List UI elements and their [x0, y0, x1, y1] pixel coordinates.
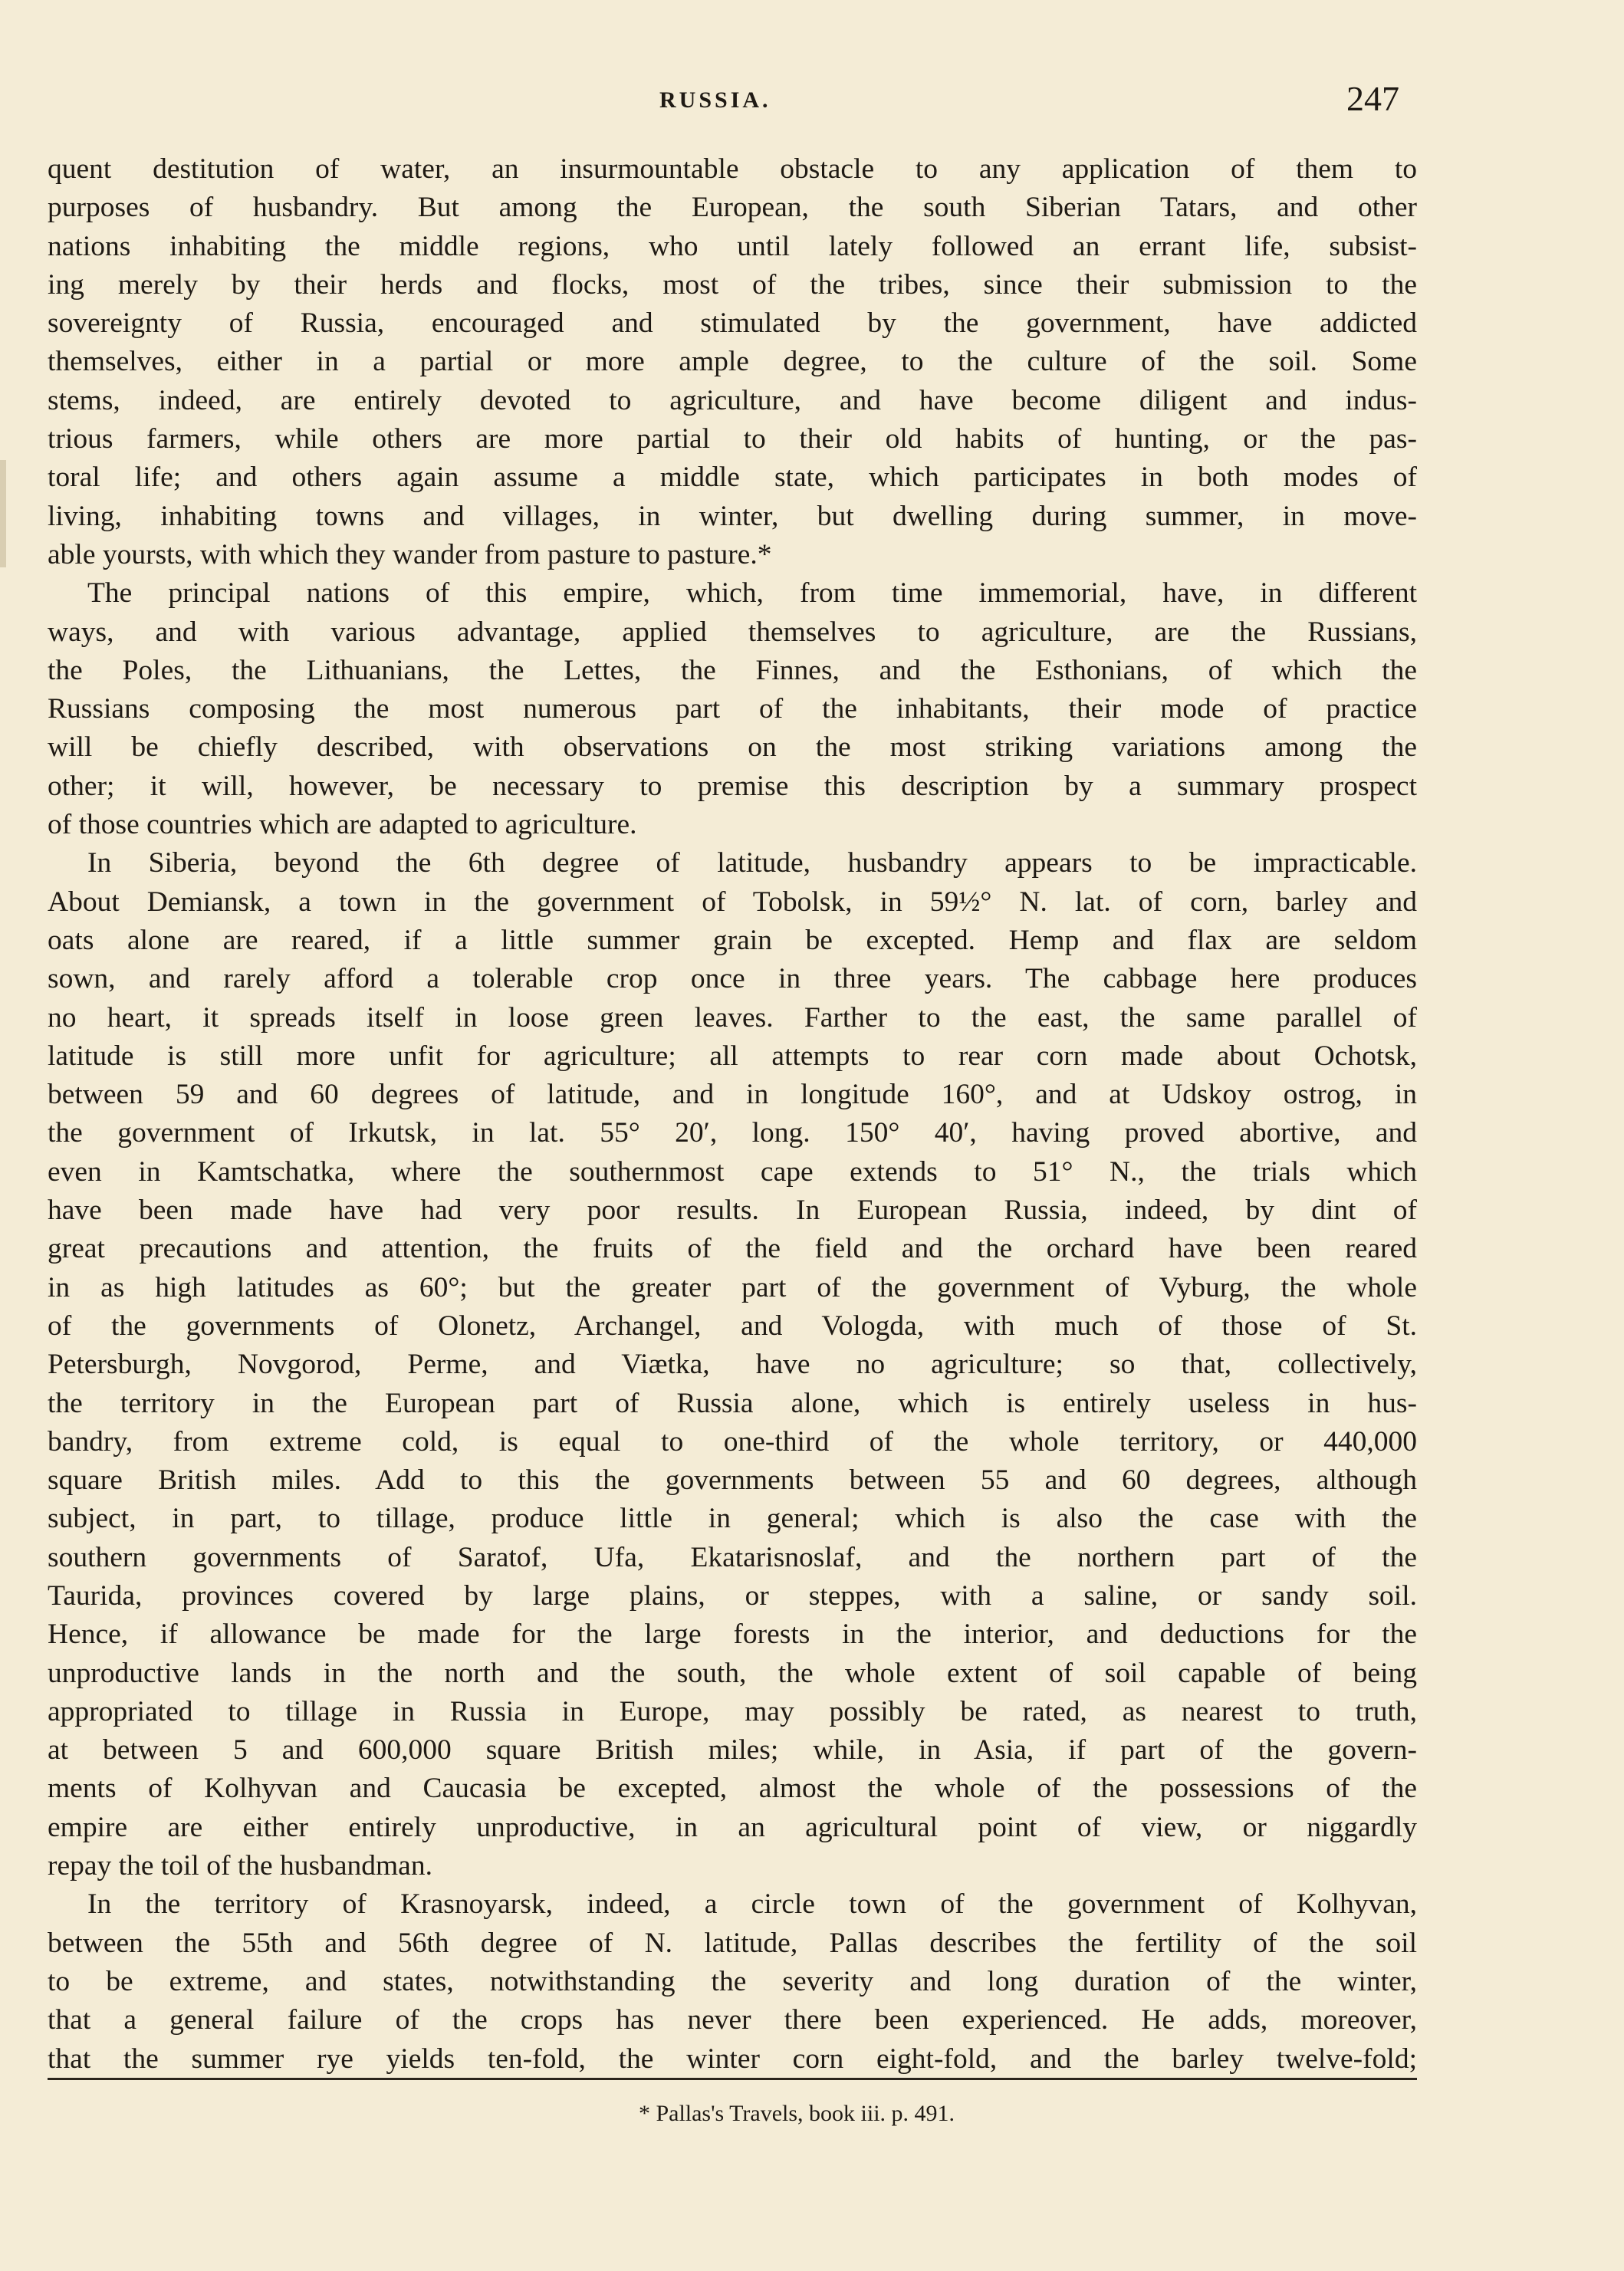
text-line: Russians composing the most numerous part of the inhabitants, their mode of practice: [48, 693, 1417, 725]
text-line: that the summer rye yields ten-fold, the winter corn eight-fold, and the barley twelve-fold;: [48, 2043, 1417, 2075]
text-line: of those countries which are adapted to agriculture.: [48, 809, 637, 841]
footnote: [0, 2101, 1624, 2127]
text-line: nations inhabiting the middle regions, who until lately followed an errant life, subsist-: [48, 230, 1417, 262]
text-line: that a general failure of the crops has never there been experienced. He adds, moreover,: [48, 2004, 1417, 2036]
text-line: subject, in part, to tillage, produce little in general; which is also the case with the: [48, 1503, 1417, 1535]
text-line: trious farmers, while others are more partial to their old habits of hunting, or the pas-: [48, 423, 1417, 455]
text-line: living, inhabiting towns and villages, in winter, but dwelling during summer, in move-: [48, 500, 1417, 532]
text-line: purposes of husbandry. But among the European, the south Siberian Tatars, and other: [48, 192, 1417, 224]
text-line: between 59 and 60 degrees of latitude, and in longitude 160°, and at Udskoy ostrog, in: [48, 1079, 1417, 1111]
text-line: stems, indeed, are entirely devoted to agriculture, and have become diligent and indus-: [48, 384, 1417, 416]
text-line: Taurida, provinces covered by large plains, or steppes, with a saline, or sandy soil.: [48, 1579, 1417, 1612]
body-text: [48, 150, 1417, 2079]
text-line: Hence, if allowance be made for the large forests in the interior, and deductions for the: [48, 1619, 1417, 1651]
text-line: will be chiefly described, with observations on the most striking variations among the: [48, 731, 1417, 764]
text-line: In the territory of Krasnoyarsk, indeed, a circle town of the government of Kolhyvan,: [87, 1888, 1417, 1921]
text-line: themselves, either in a partial or more ample degree, to the culture of the soil. Some: [48, 346, 1417, 378]
text-line: great precautions and attention, the fruits of the field and the orchard have been reared: [48, 1233, 1417, 1265]
text-line: able yoursts, with which they wander from pasture to pasture.*: [48, 538, 772, 570]
text-line: other; it will, however, be necessary to premise this description by a summary prospect: [48, 770, 1417, 802]
text-line: between the 55th and 56th degree of N. latitude, Pallas describes the fertility of the soil: [48, 1927, 1417, 1959]
text-line: bandry, from extreme cold, is equal to one-third of the whole territory, or 440,000: [48, 1425, 1417, 1458]
text-line: appropriated to tillage in Russia in Europe, may possibly be rated, as nearest to truth,: [48, 1695, 1417, 1727]
text-line: The principal nations of this empire, which, from time immemorial, have, in different: [87, 577, 1417, 610]
text-line: at between 5 and 600,000 square British miles; while, in Asia, if part of the govern-: [48, 1734, 1417, 1767]
text-line: to be extreme, and states, notwithstanding the severity and long duration of the winter,: [48, 1965, 1417, 1997]
text-line: empire are either entirely unproductive, in an agricultural point of view, or niggardly: [48, 1811, 1417, 1843]
text-line: in as high latitudes as 60°; but the greater part of the government of Vyburg, the whole: [48, 1271, 1417, 1303]
text-line: sown, and rarely afford a tolerable crop once in three years. The cabbage here produces: [48, 963, 1417, 995]
running-head-title: RUSSIA.: [659, 87, 771, 113]
text-line: ing merely by their herds and flocks, most of the tribes, since their submission to the: [48, 268, 1417, 301]
text-line: repay the toil of the husbandman.: [48, 1850, 432, 1882]
text-line: latitude is still more unfit for agriculture; all attempts to rear corn made about Ochotsk,: [48, 1040, 1417, 1072]
text-line: oats alone are reared, if a little summer grain be excepted. Hemp and flax are seldom: [48, 924, 1417, 956]
text-line: sovereignty of Russia, encouraged and stimulated by the government, have addicted: [48, 307, 1417, 340]
footnote-rule: [48, 2078, 1417, 2080]
text-line: the territory in the European part of Russia alone, which is entirely useless in hus-: [48, 1387, 1417, 1419]
page-edge-shadow: [0, 460, 6, 567]
text-line: ways, and with various advantage, applied themselves to agriculture, are the Russians,: [48, 616, 1417, 648]
text-line: have been made have had very poor results. In European Russia, indeed, by dint of: [48, 1195, 1417, 1227]
running-head: [0, 74, 1624, 120]
text-line: quent destitution of water, an insurmountable obstacle to any application of them to: [48, 153, 1417, 185]
text-line: unproductive lands in the north and the south, the whole extent of soil capable of being: [48, 1657, 1417, 1689]
text-line: ments of Kolhyvan and Caucasia be excepted, almost the whole of the possessions of the: [48, 1773, 1417, 1805]
text-line: square British miles. Add to this the governments between 55 and 60 degrees, although: [48, 1464, 1417, 1497]
text-line: the government of Irkutsk, in lat. 55° 20′, long. 150° 40′, having proved abortive, and: [48, 1117, 1417, 1149]
text-line: the Poles, the Lithuanians, the Lettes, the Finnes, and the Esthonians, of which the: [48, 654, 1417, 686]
footnote-text: * Pallas's Travels, book iii. p. 491.: [638, 2101, 955, 2126]
text-line: no heart, it spreads itself in loose green leaves. Farther to the east, the same parallel of: [48, 1001, 1417, 1034]
text-line: of the governments of Olonetz, Archangel, and Vologda, with much of those of St.: [48, 1310, 1417, 1342]
text-line: toral life; and others again assume a middle state, which participates in both modes of: [48, 462, 1417, 494]
page-number: 247: [1346, 79, 1399, 118]
text-line: southern governments of Saratof, Ufa, Ekatarisnoslaf, and the northern part of the: [48, 1541, 1417, 1573]
text-line: In Siberia, beyond the 6th degree of latitude, husbandry appears to be impracticable.: [87, 847, 1417, 879]
text-line: Petersburgh, Novgorod, Perme, and Viætka, have no agriculture; so that, collectively,: [48, 1349, 1417, 1381]
text-line: even in Kamtschatka, where the southernmost cape extends to 51° N., the trials which: [48, 1155, 1417, 1188]
text-line: About Demiansk, a town in the government of Tobolsk, in 59½° N. lat. of corn, barley and: [48, 886, 1417, 918]
